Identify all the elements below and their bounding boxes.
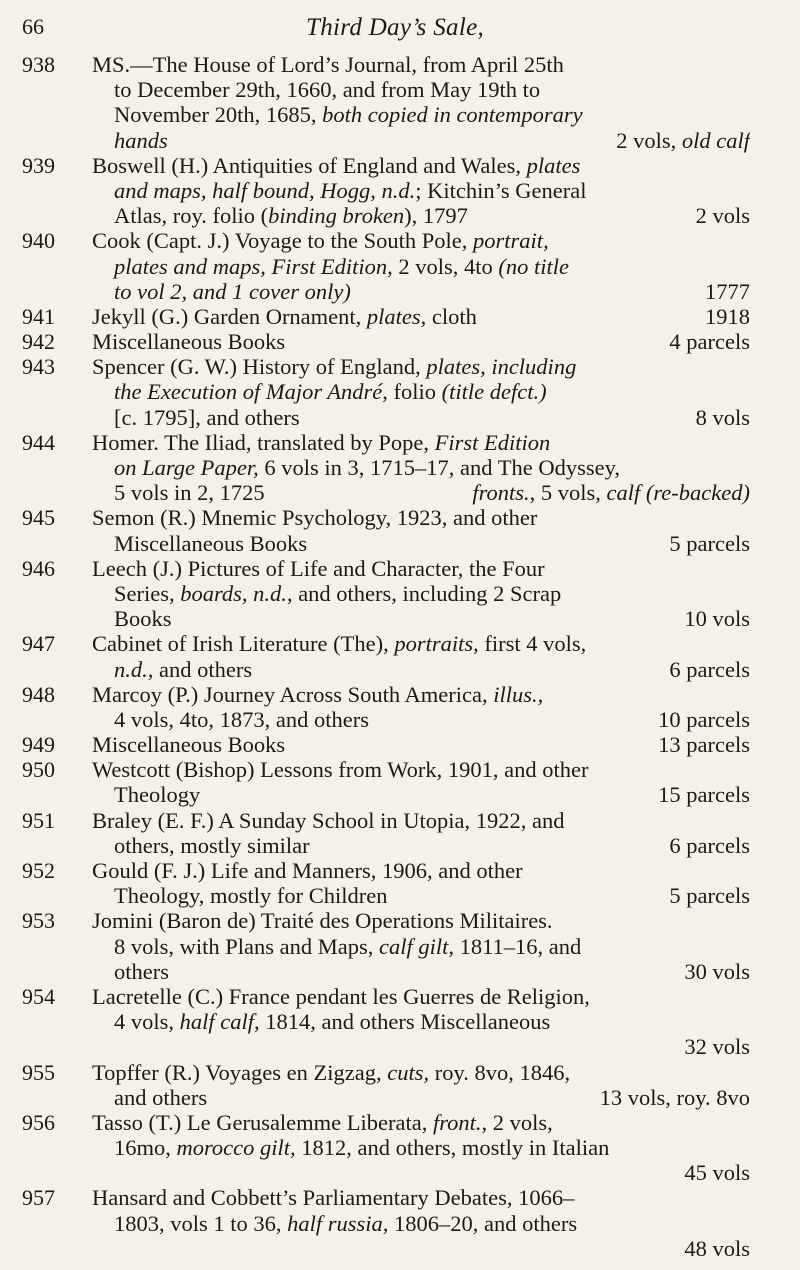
lot-text-italic: hands (114, 127, 168, 153)
lot-line (92, 1211, 750, 1236)
lot-line (92, 1060, 750, 1085)
lot-text: November 20th, 1685, (114, 102, 323, 128)
lot-text: Gould (F. J.) Life and Manners, 1906, and other (92, 858, 523, 883)
lot-quantity: 15 parcels (658, 782, 750, 808)
lot-text-italic: to vol 2, and 1 cover only) (114, 278, 351, 304)
lot-entry (0, 52, 800, 153)
lot-line (92, 581, 750, 606)
lot-line (92, 782, 750, 807)
lot-text-italic: illus., (493, 681, 544, 707)
lot-number: 938 (22, 52, 55, 77)
lot-text-italic: cuts, (387, 1059, 430, 1085)
lot-entry (0, 1110, 800, 1186)
lot-text: Semon (R.) Mnemic Psychology, 1923, and other (92, 505, 538, 531)
lot-text: , 5 vols, (529, 480, 607, 506)
lot-line (92, 1236, 750, 1261)
lot-text-italic: boards, n.d. (180, 580, 287, 606)
lot-number: 942 (22, 329, 55, 355)
lot-text: Series, (114, 580, 181, 606)
lot-line (92, 1009, 750, 1034)
lot-number: 954 (22, 983, 55, 1009)
lot-text: , 2 vols, 4to (387, 253, 499, 279)
lot-text: Miscellaneous Books (92, 329, 286, 355)
lot-quantity: 13 vols, roy. 8vo (599, 1084, 750, 1110)
lot-entry (0, 354, 800, 430)
lot-line (92, 329, 750, 354)
lot-text-italic: front., (432, 1109, 488, 1135)
lot-line (92, 808, 750, 833)
lot-line (92, 77, 750, 102)
lot-line (92, 682, 750, 707)
lot-list (0, 52, 800, 1261)
lot-text: Spencer (G. W.) History of England, (92, 354, 427, 380)
lot-number: 956 (22, 1109, 55, 1135)
lot-number: 951 (22, 807, 55, 833)
lot-text: , and others, including 2 Scrap (286, 580, 562, 606)
lot-quantity: 1918 (705, 303, 750, 329)
lot-line (92, 757, 750, 782)
lot-quantity: 4 parcels (669, 329, 750, 355)
lot-number: 946 (22, 555, 55, 581)
lot-text-italic: half calf, (179, 1009, 260, 1035)
lot-line (92, 203, 750, 228)
lot-quantity: 6 parcels (669, 832, 750, 858)
lot-entry (0, 808, 800, 858)
lot-entry (0, 984, 800, 1060)
lot-line (92, 1160, 750, 1185)
lot-entry (0, 631, 800, 681)
lot-text: folio (387, 379, 442, 405)
lot-entry (0, 556, 800, 632)
lot-text: Topffer (R.) Voyages en Zigzag, (92, 1059, 388, 1085)
lot-text-italic: plates, (366, 303, 427, 329)
lot-text: cloth (426, 303, 477, 329)
lot-text: Homer. The Iliad, translated by Pope, (92, 429, 435, 455)
lot-text: Hansard and Cobbett’s Parliamentary Debates, 1066– (92, 1185, 575, 1211)
lot-line (92, 984, 750, 1009)
lot-line (92, 279, 750, 304)
lot-text: 1803, vols 1 to 36, (114, 1210, 288, 1236)
lot-text: roy. 8vo, 1846, (429, 1059, 571, 1085)
lot-number: 941 (22, 303, 55, 329)
lot-text: first 4 vols, (478, 631, 587, 657)
lot-number: 948 (22, 681, 55, 707)
lot-text: ), 1797 (404, 203, 468, 229)
lot-line (92, 934, 750, 959)
lot-entry (0, 304, 800, 329)
lot-text-italic: calf (re-backed) (606, 480, 750, 506)
lot-number: 940 (22, 228, 55, 254)
lot-line (92, 228, 750, 253)
lot-text-italic: fronts. (472, 480, 530, 506)
lot-text: Braley (E. F.) A Sunday School in Utopia, 1922, and (92, 807, 565, 833)
lot-text-group (472, 480, 750, 505)
lot-line (92, 405, 750, 430)
lot-text: 8 vols, with Plans and Maps, (114, 933, 380, 959)
lot-text: Tasso (T.) Le Gerusalemme Liberata, (92, 1109, 433, 1135)
lot-text-italic: and maps, half bound, Hogg, n.d. (114, 177, 416, 203)
lot-line (92, 254, 750, 279)
lot-quantity: 5 parcels (669, 883, 750, 909)
lot-text: Books (114, 606, 172, 632)
lot-number: 945 (22, 505, 55, 531)
lot-text: 16mo, (114, 1135, 177, 1161)
lot-line (92, 657, 750, 682)
lot-line (92, 102, 750, 127)
lot-entry (0, 757, 800, 807)
lot-entry (0, 153, 800, 229)
lot-text-group (114, 657, 252, 682)
lot-number: 939 (22, 152, 55, 178)
lot-quantity: 1777 (705, 278, 750, 304)
lot-quantity: 5 parcels (669, 530, 750, 556)
lot-quantity: 32 vols (684, 1034, 750, 1060)
lot-text: Cook (Capt. J.) Voyage to the South Pole, (92, 228, 474, 254)
lot-text: Lacretelle (C.) France pendant les Guerres de Religion, (92, 983, 590, 1009)
lot-line (92, 304, 750, 329)
lot-entry (0, 1060, 800, 1110)
lot-line (92, 354, 750, 379)
lot-text-italic: (title defct.) (441, 379, 547, 405)
lot-quantity-count: 2 vols, (616, 127, 682, 153)
lot-number: 949 (22, 732, 55, 758)
lot-text-italic: morocco gilt, (176, 1135, 296, 1161)
lot-quantity (616, 128, 750, 153)
lot-line (92, 128, 750, 153)
lot-number: 953 (22, 908, 55, 934)
lot-entry (0, 732, 800, 757)
lot-line (92, 1185, 750, 1210)
lot-number: 955 (22, 1059, 55, 1085)
lot-line (92, 883, 750, 908)
lot-quantity: 45 vols (684, 1160, 750, 1186)
lot-text-italic: binding broken (268, 203, 405, 229)
lot-text-italic: on Large Paper, (114, 455, 259, 480)
lot-text-italic: both copied in contemporary (322, 102, 583, 128)
lot-text-italic: half russia, (287, 1210, 389, 1236)
lot-line (92, 153, 750, 178)
lot-text: 1806–20, and others (388, 1210, 578, 1236)
lot-entry (0, 908, 800, 984)
lot-text-italic: portrait, (473, 228, 549, 254)
lot-line (92, 1135, 750, 1160)
lot-text-italic: n.d. (114, 656, 148, 682)
lot-number: 957 (22, 1185, 55, 1211)
lot-line (92, 1034, 750, 1059)
lot-text: Westcott (Bishop) Lessons from Work, 1901, and other (92, 757, 589, 783)
lot-text-group (114, 203, 468, 228)
lot-text-italic: plates and maps, First Edition (114, 253, 388, 279)
lot-line (92, 1085, 750, 1110)
lot-text: 1814, and others Miscellaneous (259, 1009, 551, 1035)
lot-text-italic: plates (526, 152, 581, 178)
running-head: Third Day’s Sale, (306, 14, 485, 41)
lot-line (92, 833, 750, 858)
lot-line (92, 707, 750, 732)
lot-quantity: 30 vols (684, 958, 750, 984)
lot-text: 2 vols, (487, 1109, 553, 1135)
lot-entry (0, 858, 800, 908)
lot-text: to December 29th, 1660, and from May 19th to (114, 77, 541, 103)
lot-text: Cabinet of Irish Literature (The), (92, 631, 395, 657)
lot-text-italic: calf gilt, (379, 933, 455, 959)
lot-line (92, 858, 750, 883)
lot-text: Jekyll (G.) Garden Ornament, (92, 303, 367, 329)
lot-quantity: 8 vols (695, 404, 750, 430)
lot-line (92, 480, 750, 505)
lot-line (92, 531, 750, 556)
lot-text: others (114, 958, 169, 984)
lot-text: Marcoy (P.) Journey Across South America, (92, 681, 494, 707)
lot-number: 952 (22, 858, 55, 883)
lot-number: 947 (22, 631, 55, 657)
lot-text: Miscellaneous Books (114, 530, 308, 556)
lot-entry (0, 1185, 800, 1261)
lot-quantity: 2 vols (695, 203, 750, 229)
lot-line (92, 178, 750, 203)
lot-text: Boswell (H.) Antiquities of England and Wales, (92, 152, 527, 178)
lot-text: 4 vols, 4to, 1873, and others (114, 706, 369, 732)
lot-text: Miscellaneous Books (92, 732, 286, 758)
lot-text: [c. 1795], and others (114, 404, 300, 430)
lot-line (92, 455, 750, 480)
lot-text-italic: First Edition (434, 429, 551, 455)
lot-text: Theology (114, 782, 201, 808)
lot-text: 1811–16, and (454, 933, 582, 959)
lot-text: ; Kitchin’s General (415, 177, 587, 203)
lot-entry (0, 430, 800, 506)
lot-quantity: 13 parcels (658, 732, 750, 758)
lot-text-group (92, 304, 477, 329)
lot-number: 943 (22, 354, 55, 380)
lot-text: 6 vols in 3, 1715–17, and The Odyssey, (258, 455, 621, 480)
lot-text: and others (114, 1084, 208, 1110)
lot-line (92, 52, 750, 77)
lot-line (92, 631, 750, 656)
lot-entry (0, 505, 800, 555)
lot-number: 944 (22, 429, 55, 455)
lot-text: , and others (147, 656, 253, 682)
lot-line (92, 732, 750, 757)
lot-quantity: 6 parcels (669, 656, 750, 682)
lot-text: 4 vols, (114, 1009, 180, 1035)
lot-text: Leech (J.) Pictures of Life and Character, the Four (92, 555, 545, 581)
lot-entry (0, 682, 800, 732)
lot-text: Atlas, roy. folio ( (114, 203, 269, 229)
lot-text: 5 vols in 2, 1725 (114, 480, 265, 506)
lot-quantity: 10 vols (684, 606, 750, 632)
lot-quantity: 10 parcels (658, 706, 750, 732)
lot-text: Jomini (Baron de) Traité des Operations Militaires. (92, 908, 553, 934)
page-number: 66 (22, 14, 44, 39)
lot-line (92, 505, 750, 530)
lot-text-italic: portraits, (394, 631, 479, 657)
lot-entry (0, 228, 800, 304)
lot-line (92, 556, 750, 581)
lot-line (92, 430, 750, 455)
lot-line (92, 959, 750, 984)
lot-text-italic: (no title (498, 253, 570, 279)
lot-text: others, mostly similar (114, 832, 310, 858)
lot-quantity: 48 vols (684, 1235, 750, 1261)
lot-text-italic: plates, including (426, 354, 577, 380)
lot-line (92, 379, 750, 404)
lot-text-italic: the Execution of Major André, (114, 379, 388, 405)
lot-text-italic: old calf (681, 127, 750, 153)
lot-text: MS.—The House of Lord’s Journal, from April 25th (92, 52, 564, 77)
lot-entry (0, 329, 800, 354)
lot-number: 950 (22, 757, 55, 783)
lot-text: 1812, and others, mostly in Italian (295, 1135, 610, 1161)
lot-line (92, 908, 750, 933)
lot-line (92, 1110, 750, 1135)
lot-text: Theology, mostly for Children (114, 883, 388, 909)
lot-line (92, 606, 750, 631)
